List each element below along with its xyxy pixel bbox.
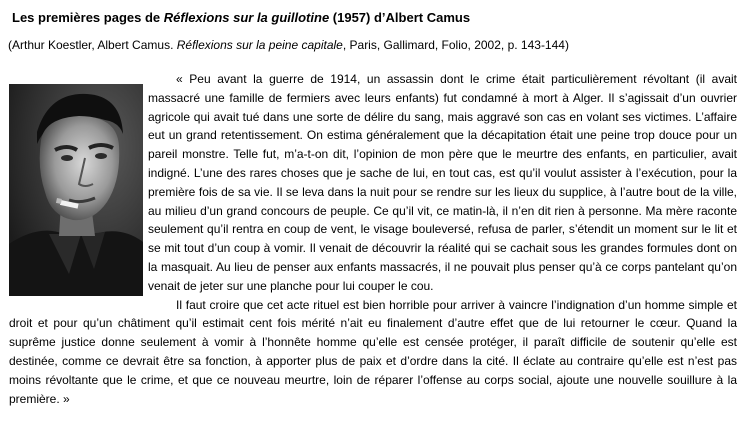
- page-title: [12, 10, 470, 25]
- source-prefix: (Arthur Koestler, Albert Camus.: [8, 38, 177, 52]
- title-suffix: (1957) d’Albert Camus: [329, 10, 471, 25]
- source-suffix: , Paris, Gallimard, Folio, 2002, p. 143-144): [342, 38, 569, 52]
- title-prefix: Les premières pages de: [12, 10, 164, 25]
- paragraph-1: « Peu avant la guerre de 1914, un assassin dont le crime était particulièrement révoltant (il avait massacré une famille de fermiers avec leurs enfants) fut condamné à mort à Alger. Il s’agissait d’un ouvrier agricole qui avait tué dans une sorte de délire du sang, mais aggravé son cas en volant ses victimes. L’affaire eut un grand retentissement. On estima généralement que la décapitation était une peine trop douce pour un pareil monstre. Telle fut, m’a-t-on dit, l’opinion de mon père que le meurtre des enfants, en particulier, avait indigné. L’une des rares choses que je sache de lui, en tout cas, est qu’il voulut assister à l’exécution, pour la première fois de sa vie. Il se leva dans la nuit pour se rendre sur les lieux du supplice, à l’autre bout de la ville, au milieu d’un grand concours de peuple. Ce qu’il vit, ce matin-là, il n’en dit rien à personne. Ma mère raconte seulement qu’il rentra en coup de vent, le visage bouleversé, refusa de parler, s’étendit un moment sur le lit et se mit tout d’un coup à vomir. Il venait de découvrir la réalité qui se cachait sous les grandes formules dont on la masquait. Au lieu de penser aux enfants massacrés, il ne pouvait plus penser qu’à ce corps pantelant qu’on venait de jeter sur une planche pour lui couper le cou.: [148, 72, 737, 293]
- source-book: Réflexions sur la peine capitale: [176, 38, 343, 52]
- source-citation: [8, 38, 569, 52]
- title-book: Réflexions sur la guillotine: [163, 10, 330, 25]
- body-text: [9, 70, 737, 408]
- paragraph-2: Il faut croire que cet acte rituel est bien horrible pour arriver à vaincre l’indignation d’un homme simple et droit et pour qu’un châtiment qu’il estimait cent fois mérité n’ait eu finalement d’autre effet que de lui retourner le cœur. Quand la suprême justice donne seulement à vomir à l’honnête homme qu’elle est censée protéger, il paraît difficile de soutenir qu’elle est destinée, comme ce devrait être sa fonction, à apporter plus de paix et d’ordre dans la cité. Il éclate au contraire qu’elle est n’est pas moins révoltante que le crime, et que ce nouveau meurtre, loin de réparer l’offense au corps social, ajoute une nouvelle souillure à la première. »: [9, 297, 737, 406]
